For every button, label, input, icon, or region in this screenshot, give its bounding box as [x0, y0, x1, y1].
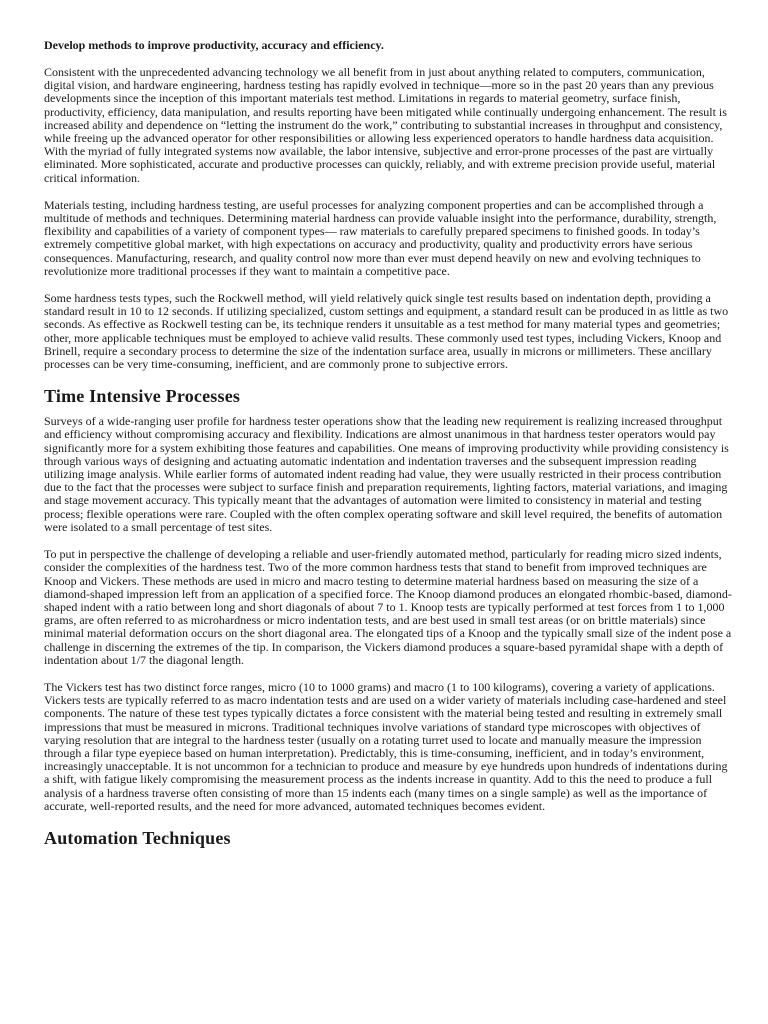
section1-paragraph-1: Surveys of a wide-ranging user profile for hardness tester operations show that the leading new requirement is realizing increased throughput and efficiency without compromising accuracy and flexibility. Indications are almost unanimous in that hardness tester operators would pay significantly more for a system exhibiting those features and capabilities. One means of improving productivity while providing consistency is through various ways of designing and actuating automatic indentation and indentation traverses and the subsequent impression reading utilizing image analysis. While earlier forms of automated indent reading had value, they were usually restricted in their process contribution due to the fact that the processes were subject to surface finish and preparation requirements, lighting factors, material variations, and imaging and stage movement accuracy. This typically meant that the advantages of automation were limited to consistency in material and testing process; flexible operations were rare. Coupled with the often complex operating software and skill level required, the benefits of automation were isolated to a small percentage of test sites. [44, 414, 729, 534]
intro-paragraph-3: Some hardness tests types, such the Rockwell method, will yield relatively quick single test results based on indentation depth, providing a standard result in 10 to 12 seconds. If utilizing specialized, custom settings and equipment, a standard result can be produced in as little as two seconds. As effective as Rockwell testing can be, its technique renders it unsuitable as a test method for many material types and geometries; other, more applicable techniques must be employed to achieve valid results. These commonly used test types, including Vickers, Knoop and Brinell, require a secondary process to determine the size of the indentation surface area, usually in microns or millimeters. These ancillary processes can be very time-consuming, inefficient, and are commonly prone to subjective errors. [44, 291, 729, 372]
section1-paragraph-2: To put in perspective the challenge of developing a reliable and user-friendly automated method, particularly for reading micro sized indents, consider the complexities of the hardness test. Two of the more common hardness tests that stand to benefit from improved techniques are Knoop and Vickers. These methods are used in micro and macro testing to determine material hardness based on measuring the size of a diamond-shaped impression left from an application of a specified force. The Knoop diamond produces an elongated rhombic-based, diamond-shaped indent with a ratio between long and short diagonals of about 7 to 1. Knoop tests are typically performed at test forces from 1 to 1,000 grams, are often referred to as microhardness or micro indentation tests, and are best used in small test areas (or on brittle materials) since minimal material deformation occurs on the short diagonal area. The elongated tips of a Knoop and the typically small size of the indent pose a challenge in discerning the extremes of the tip. In comparison, the Vickers diamond produces a square-based pyramidal shape with a depth of indentation about 1/7 the diagonal length. [44, 547, 732, 667]
document-page [44, 38, 744, 1024]
lead-statement: Develop methods to improve productivity, accuracy and efficiency. [44, 38, 384, 52]
intro-paragraph-1: Consistent with the unprecedented advancing technology we all benefit from in just about anything related to computers, communication, digital vision, and hardware engineering, hardness testing has rapidly evolved in technique—more so in the past 20 years than any previous developments since the inception of this important materials test method. Limitations in regards to material geometry, surface finish, productivity, efficiency, data manipulation, and results reporting have been mitigated while continually undergoing enhancement. The result is increased ability and dependence on “letting the instrument do the work,” contributing to substantial increases in throughput and consistency, while freeing up the advanced operator for other responsibilities or allowing less experienced operators to handle hardness data acquisition. With the myriad of fully integrated systems now available, the labor intensive, subjective and error-prone processes of the past are virtually eliminated. More sophisticated, accurate and productive processes can quickly, reliably, and with extreme precision provide useful, material critical information. [44, 65, 727, 185]
intro-paragraph-2: Materials testing, including hardness testing, are useful processes for analyzing component properties and can be accomplished through a multitude of methods and techniques. Determining material hardness can provide valuable insight into the performance, durability, strength, flexibility and capabilities of a variety of component types— raw materials to carefully prepared specimens to finished goods. In today’s extremely competitive global market, with high expectations on accuracy and productivity, quality and productivity errors have serious consequences. Manufacturing, research, and quality control now more than ever must depend heavily on new and evolving techniques to revolutionize more traditional processes if they want to maintain a competitive pace. [44, 197, 717, 278]
section-heading-time-intensive: Time Intensive Processes [44, 386, 241, 407]
text-column [44, 38, 732, 849]
section1-paragraph-3: The Vickers test has two distinct force ranges, micro (10 to 1000 grams) and macro (1 to 100 kilograms), covering a variety of applications. Vickers tests are typically referred to as macro indentation tests and are used on a wider variety of materials including case-hardened and steel components. The nature of these test types typically dictates a force consistent with the material being tested and resulting in extremely small impressions that must be measured in microns. Traditional techniques involve variations of standard type microscopes with objectives of varying resolution that are integral to the hardness tester (usually on a rotating turret used to locate and manually measure the impression through a filar type eyepiece based on human interpretation). Predictably, this is time-consuming, inefficient, and in today’s environment, increasingly unacceptable. It is not uncommon for a technician to produce and measure by eye hundreds upon hundreds of indentations during a shift, with fatigue likely compromising the measurement process as the indents increase in quantity. Add to this the need to produce a full analysis of a hardness traverse often consisting of more than 15 indents each (many times on a single sample) as well as the importance of accurate, well-reported results, and the need for more advanced, automated techniques becomes evident. [44, 679, 728, 813]
section-heading-automation: Automation Techniques [44, 827, 231, 848]
